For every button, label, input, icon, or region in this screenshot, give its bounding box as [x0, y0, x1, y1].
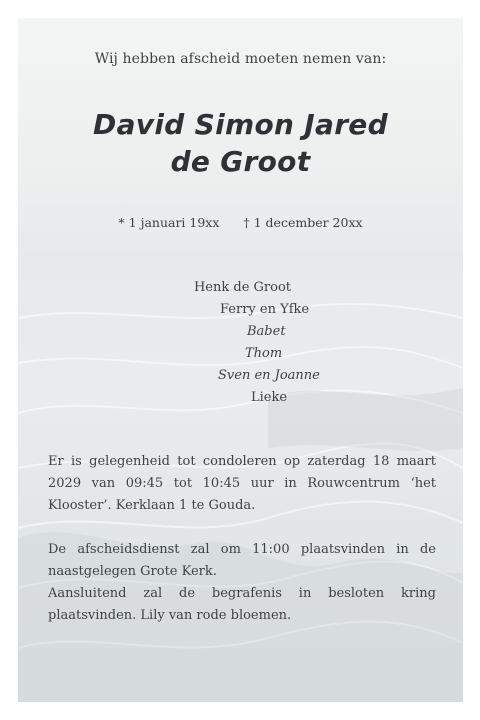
intro-text: Wij hebben afscheid moeten nemen van:	[94, 51, 387, 67]
memorial-card	[18, 18, 463, 702]
name-line-1: David Simon Jared	[93, 108, 388, 141]
life-dates	[18, 215, 463, 230]
birth-date: * 1 januari 19xx	[118, 215, 220, 230]
condolence-paragraph: Er is gelegenheid tot condoleren op zaterdag 18 maart 2029 van 09:45 tot 10:45 uur in Rouwcentrum ‘het Klooster’. Kerklaan 1 te Gouda.	[48, 454, 436, 513]
family-member: Henk de Groot	[193, 280, 292, 295]
card-content	[18, 18, 463, 702]
death-date: † 1 december 20xx	[243, 215, 363, 230]
deceased-name	[18, 106, 463, 180]
name-line-2: de Groot	[170, 145, 311, 178]
service-paragraph: De afscheidsdienst zal om 11:00 plaatsvinden in de naastgelegen Grote Kerk.	[48, 542, 436, 579]
family-member: Babet	[247, 324, 286, 339]
family-member: Lieke	[251, 390, 288, 405]
burial-paragraph: Aansluitend zal de begrafenis in besloten kring plaatsvinden. Lily van rode bloemen.	[48, 586, 436, 623]
family-member: Thom	[245, 346, 283, 361]
family-member: Ferry en Yfke	[220, 302, 310, 317]
family-member: Sven en Joanne	[218, 368, 320, 383]
